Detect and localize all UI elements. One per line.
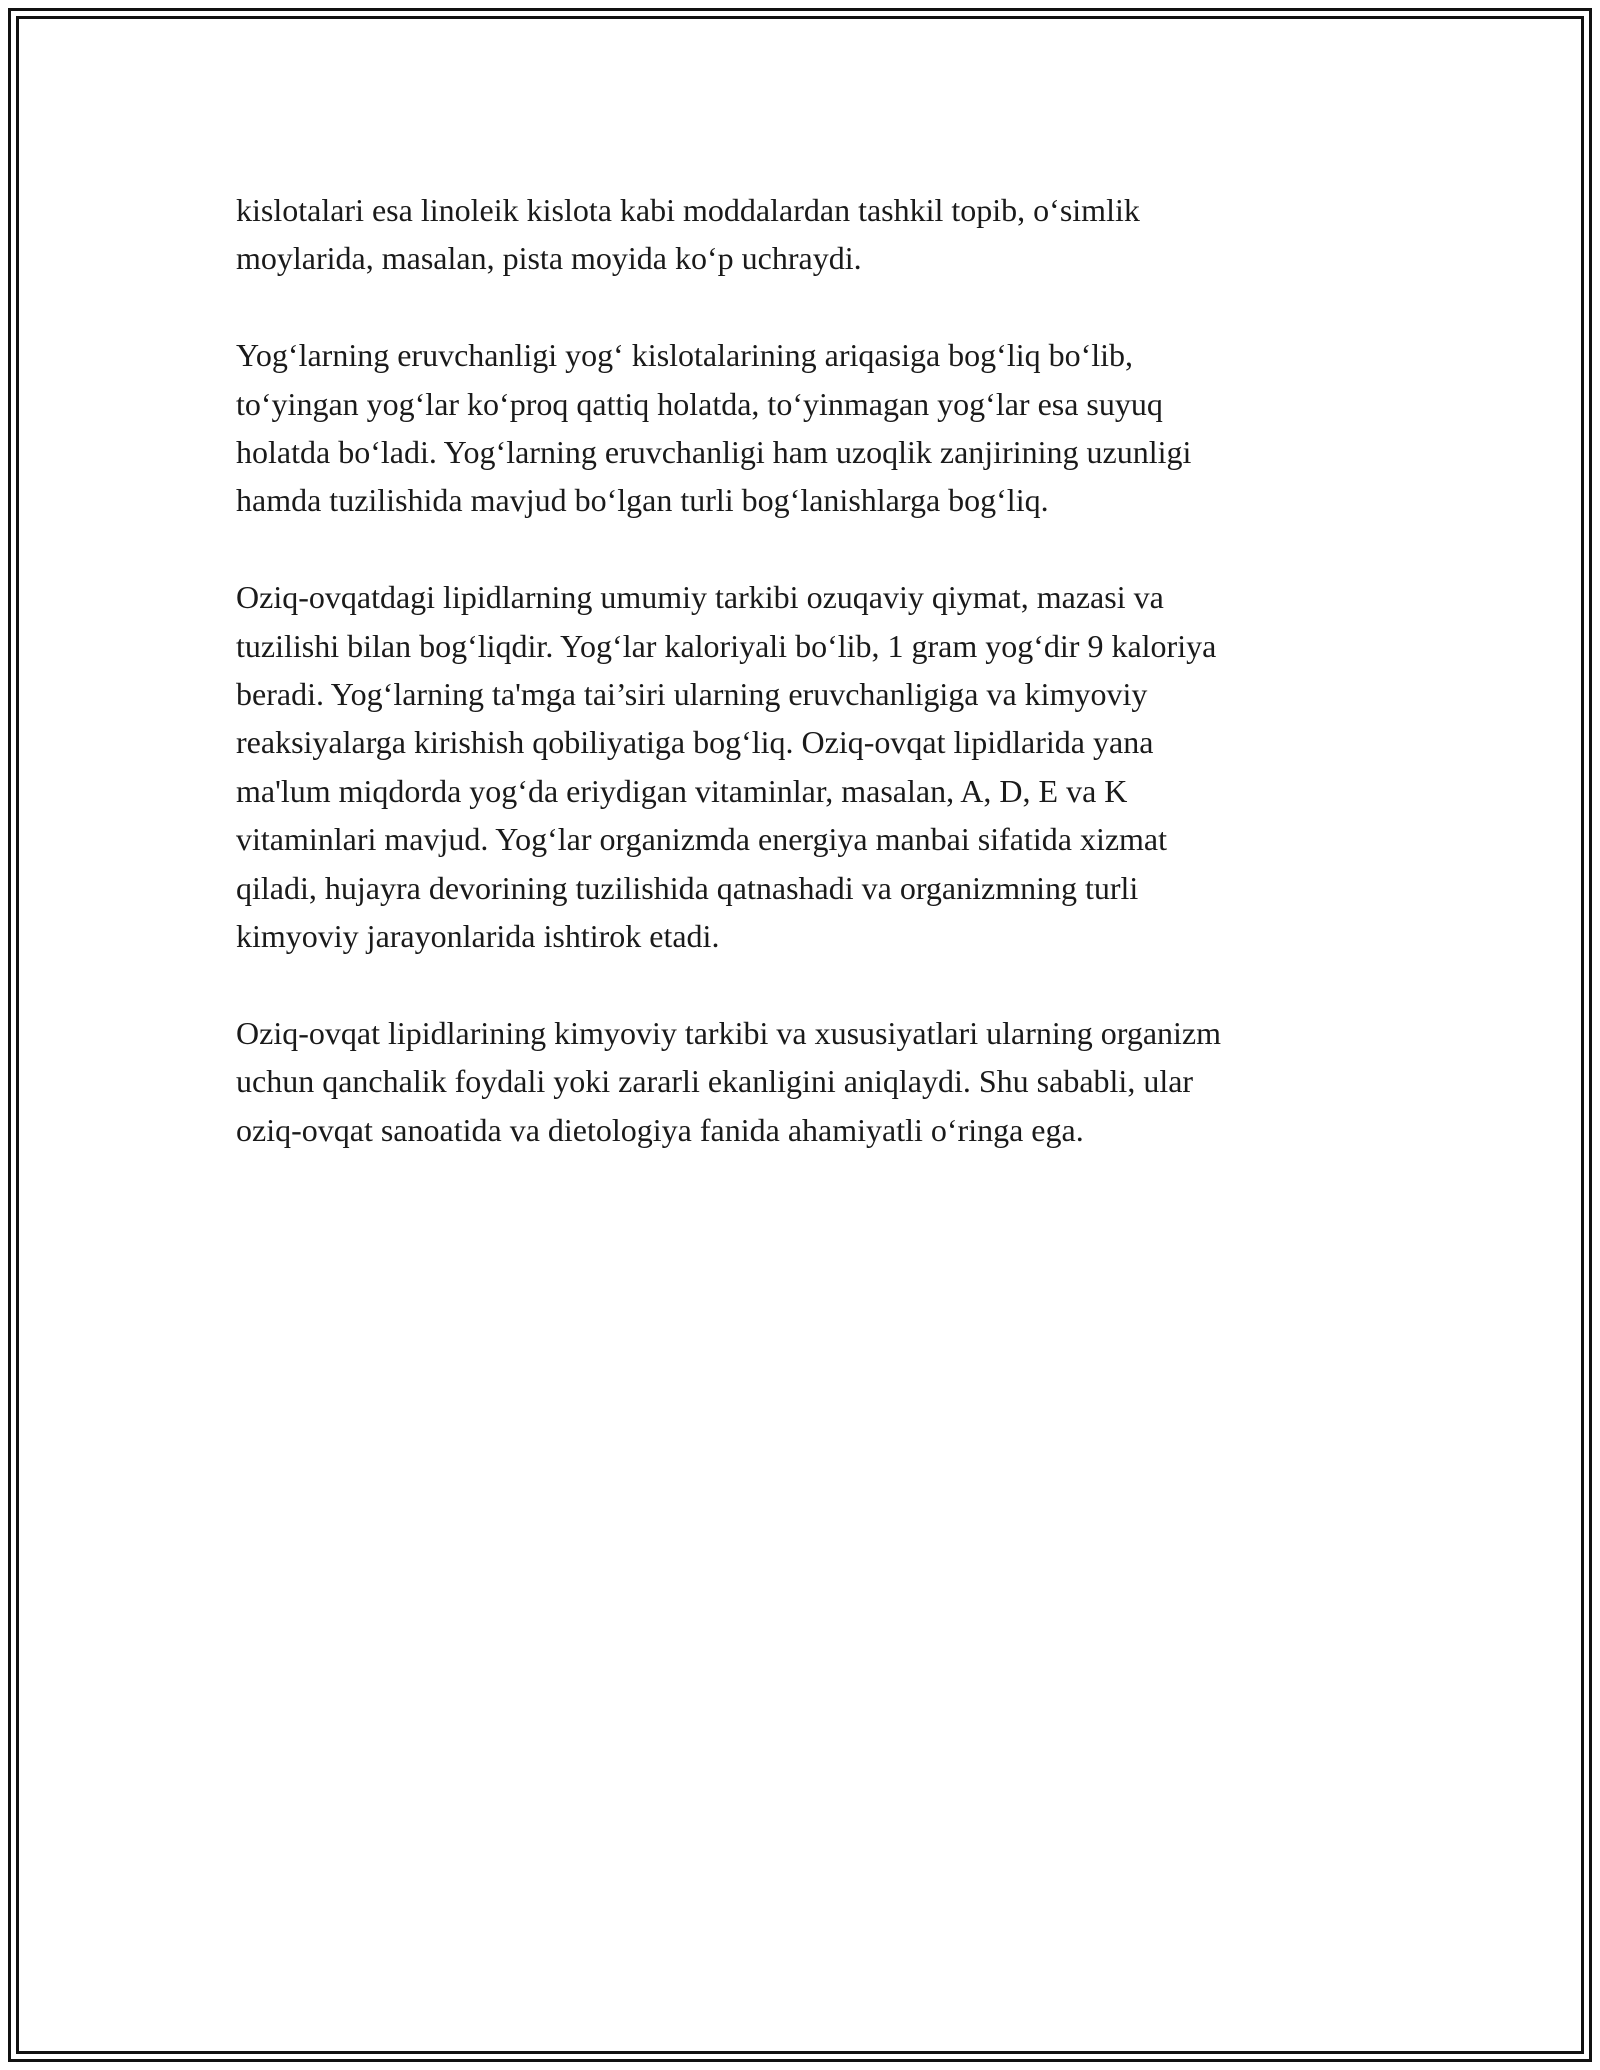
text-line: kimyoviy jarayonlarida ishtirok etadi. — [236, 918, 720, 955]
text-line: Oziq-ovqatdagi lipidlarning umumiy tarkibi ozuqaviy qiymat, mazasi va — [236, 579, 1164, 616]
text-line: qiladi, hujayra devorining tuzilishida qatnashadi va organizmning turli — [236, 869, 1139, 906]
text-line: reaksiyalarga kirishish qobiliyatiga bog‘liq. Oziq-ovqat lipidlarida yana — [236, 724, 1154, 761]
text-line: uchun qanchalik foydali yoki zararli ekanligini aniqlaydi. Shu sababli, ular — [236, 1063, 1194, 1100]
paragraph-4 — [236, 1009, 1376, 1154]
text-line: to‘yingan yog‘lar ko‘proq qattiq holatda, to‘yinmagan yog‘lar esa suyuq — [236, 385, 1163, 422]
paragraph-1 — [236, 186, 1376, 283]
text-line: Oziq-ovqat lipidlarining kimyoviy tarkibi va xususiyatlari ularning organizm — [236, 1014, 1221, 1051]
text-line: kislotalari esa linoleik kislota kabi moddalardan tashkil topib, o‘simlik — [236, 192, 1140, 228]
paragraph-3 — [236, 573, 1376, 960]
text-line: beradi. Yog‘larning ta'mga tai’siri ularning eruvchanligiga va kimyoviy — [236, 676, 1148, 713]
text-line: tuzilishi bilan bog‘liqdir. Yog‘lar kaloriyali bo‘lib, 1 gram yog‘dir 9 kaloriya — [236, 627, 1217, 664]
paragraph-2 — [236, 331, 1376, 525]
text-line: hamda tuzilishida mavjud bo‘lgan turli bog‘lanishlarga bog‘liq. — [236, 482, 1049, 519]
text-line: Yog‘larning eruvchanligi yog‘ kislotalarining ariqasiga bog‘liq bo‘lib, — [236, 337, 1134, 374]
text-line: ma'lum miqdorda yog‘da eriydigan vitaminlar, masalan, A, D, E va K — [236, 772, 1128, 809]
text-line: moylarida, masalan, pista moyida ko‘p uchraydi. — [236, 240, 862, 277]
text-line: vitaminlari mavjud. Yog‘lar organizmda energiya manbai sifatida xizmat — [236, 821, 1168, 858]
text-line: oziq-ovqat sanoatida va dietologiya fanida ahamiyatli o‘ringa ega. — [236, 1111, 1084, 1148]
text-line: holatda bo‘ladi. Yog‘larning eruvchanligi ham uzoqlik zanjirining uzunligi — [236, 434, 1192, 471]
document-body — [236, 186, 1376, 1202]
